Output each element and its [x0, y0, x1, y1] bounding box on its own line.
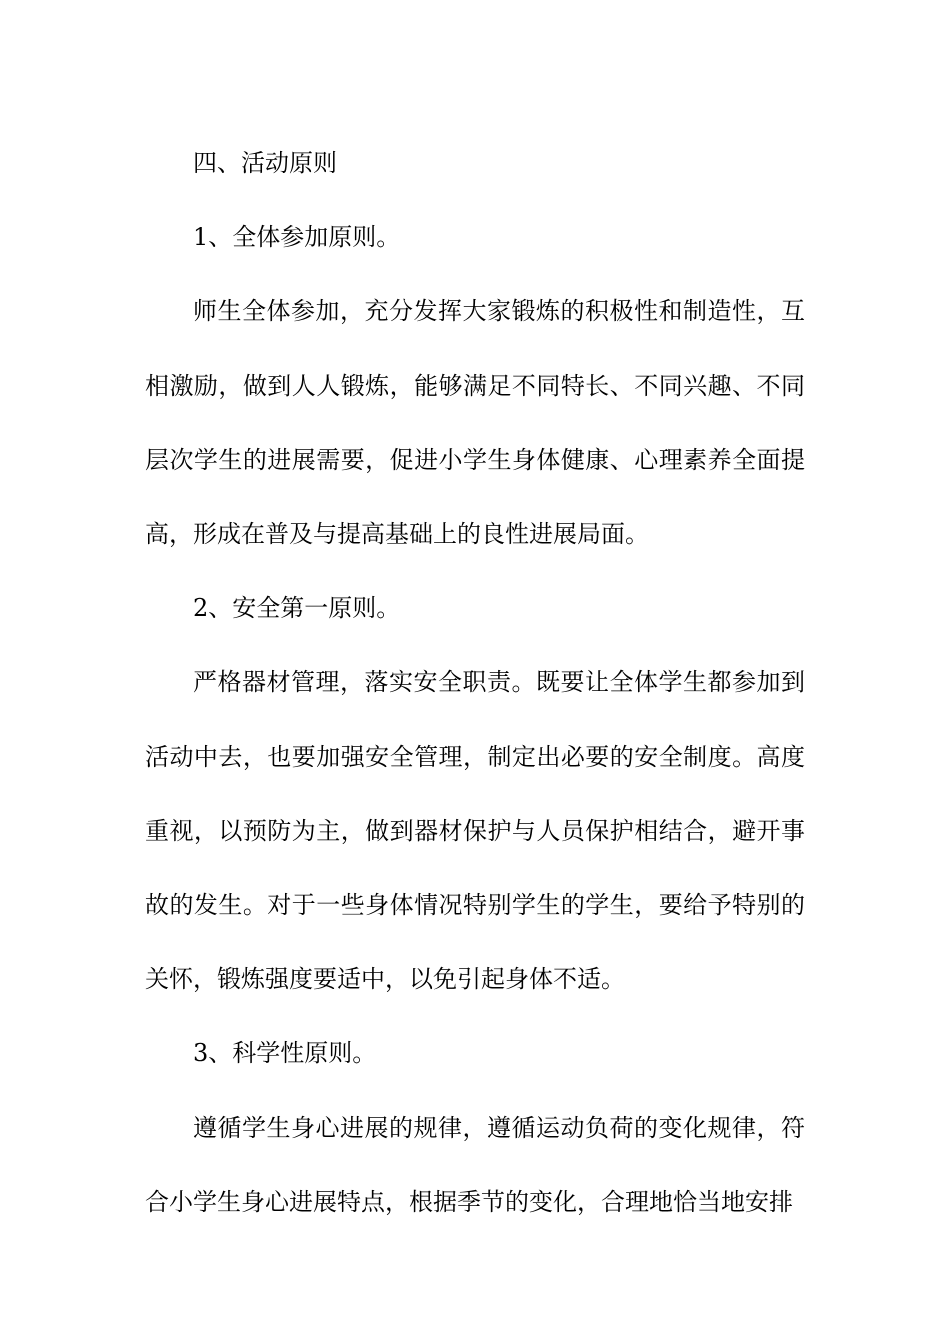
- principle-heading-3: 3、科学性原则。: [193, 1039, 377, 1068]
- principle-body-3: 遵循学生身心进展的规律，遵循运动负荷的变化规律，符合小学生身心进展特点，根据季节的变化，合理地恰当地安排: [145, 1113, 805, 1216]
- principle-body-1: 师生全体参加，充分发挥大家锻炼的积极性和制造性，互相激励，做到人人锻炼，能够满足不同特长、不同兴趣、不同层次学生的进展需要，促进小学生身体健康、心理素养全面提高，形成在普及与提高基础上的良性进展局面。: [145, 297, 805, 549]
- document-body: [145, 126, 805, 1239]
- section-heading: 四、活动原则: [193, 149, 337, 177]
- principle-heading-1: 1、全体参加原则。: [193, 223, 401, 252]
- principle-heading-2: 2、安全第一原则。: [193, 594, 401, 623]
- principle-body-2: 严格器材管理，落实安全职责。既要让全体学生都参加到活动中去，也要加强安全管理，制定出必要的安全制度。高度重视，以预防为主，做到器材保护与人员保护相结合，避开事故的发生。对于一些身体情况特别学生的学生，要给予特别的关怀，锻炼强度要适中，以免引起身体不适。: [145, 668, 805, 994]
